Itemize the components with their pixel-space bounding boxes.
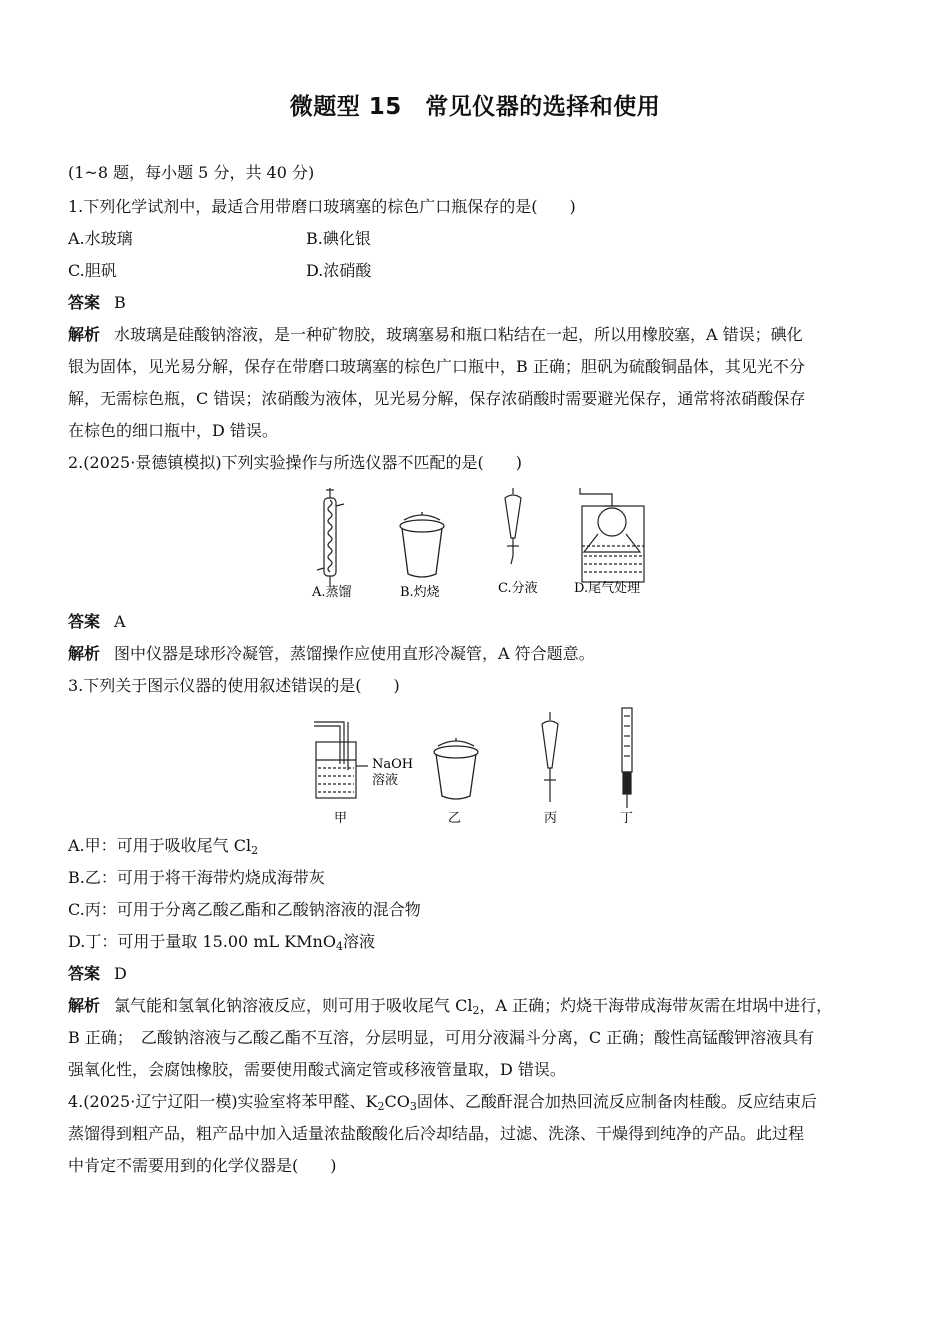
q1-analysis-text-1: 水玻璃是硅酸钠溶液，是一种矿物胶，玻璃塞易和瓶口粘结在一起，所以用橡胶塞，A 错误；碘化	[114, 325, 803, 344]
q3-option-a	[68, 836, 888, 856]
q1-analysis-line-2: 银为固体，见光易分解，保存在带磨口玻璃塞的棕色广口瓶中，B 正确；胆矾为硫酸铜晶体，其见光不分	[68, 357, 805, 376]
q2-answer	[68, 612, 888, 632]
q4-stem-text-1: 4.(2025·辽宁辽阳一模)实验室将苯甲醛、K	[68, 1092, 378, 1111]
q3-option-a-text: A.甲：可用于吸收尾气 Cl	[68, 836, 252, 855]
q2-fig-label-c: C.分液	[498, 581, 538, 596]
q3-option-d-sub: 4	[335, 940, 343, 953]
q2-analysis-text-1: 图中仪器是球形冷凝管，蒸馏操作应使用直形冷凝管，A 符合题意。	[114, 644, 595, 663]
q3-option-d-text: D.丁：可用于量取 15.00 mL KMnO	[68, 932, 336, 951]
q3-analysis-line-1	[68, 996, 888, 1016]
separatory-funnel-icon	[505, 488, 521, 564]
q1-analysis-line-4: 在棕色的细口瓶中，D 错误。	[68, 421, 278, 440]
q1-option-c: C.胆矾	[68, 261, 117, 280]
q2-answer-value: A	[114, 612, 126, 631]
q1-analysis-line-3: 解，无需棕色瓶，C 错误；浓硝酸为液体，见光易分解，保存浓硝酸时需要避光保存，通常将浓硝酸保存	[68, 389, 806, 408]
q1-analysis-line-1	[68, 325, 888, 345]
q2-fig-label-a: A.蒸馏	[312, 585, 352, 600]
q3-figure	[300, 704, 660, 828]
q3-analysis-text-1: 氯气能和氢氧化钠溶液反应，则可用于吸收尾气 Cl	[114, 996, 473, 1015]
q3-option-a-sub: 2	[251, 844, 259, 857]
answer-label: 答案	[68, 964, 101, 983]
q1-options-row1	[68, 229, 888, 249]
q3-analysis-text-1-tail: ，A 正确；灼烧干海带成海带灰需在坩埚中进行，	[479, 996, 833, 1015]
q3-fig-label-bing: 丙	[544, 811, 558, 826]
q3-analysis-line-3: 强氧化性，会腐蚀橡胶，需要使用酸式滴定管或移液管量取，D 错误。	[68, 1060, 566, 1079]
page-title: 微题型 15 常见仪器的选择和使用	[289, 94, 661, 120]
q4-stem-text-3: 固体、乙酸酐混合加热回流反应制备肉桂酸。反应结束后	[416, 1092, 817, 1111]
q1-option-a: A.水玻璃	[68, 229, 133, 248]
q2-figure-svg	[300, 484, 660, 602]
q3-fig-label-yi: 乙	[448, 811, 462, 826]
q4-stem-line-3: 中肯定不需要用到的化学仪器是( )	[68, 1156, 337, 1175]
separatory-funnel-icon	[542, 712, 558, 802]
q3-answer	[68, 964, 888, 984]
burette-icon	[622, 708, 632, 808]
q3-analysis-line-2: B 正确； 乙酸钠溶液与乙酸乙酯不互溶，分层明显，可用分液漏斗分离，C 正确；酸性高锰酸钾溶液具有	[68, 1028, 815, 1047]
analysis-label: 解析	[68, 644, 101, 663]
q3-label-naoh: NaOH	[372, 757, 414, 772]
q3-option-b: B.乙：可用于将干海带灼烧成海带灰	[68, 868, 325, 887]
q4-stem-line-2: 蒸馏得到粗产品，粗产品中加入适量浓盐酸酸化后冷却结晶，过滤、洗涤、干燥得到纯净的产品。此过程	[68, 1124, 805, 1143]
gas-absorption-icon	[580, 488, 644, 582]
q3-stem: 3.下列关于图示仪器的使用叙述错误的是( )	[68, 676, 400, 695]
q3-figure-svg	[300, 704, 660, 828]
q3-analysis-sub: 2	[472, 1004, 480, 1017]
answer-label: 答案	[68, 612, 101, 631]
q1-answer	[68, 293, 888, 313]
q2-figure	[300, 484, 660, 602]
analysis-label: 解析	[68, 996, 101, 1015]
q1-option-d: D.浓硝酸	[306, 261, 372, 280]
q3-fig-label-ding: 丁	[620, 811, 634, 826]
intro-text: (1~8 题，每小题 5 分，共 40 分)	[68, 163, 315, 182]
q2-analysis-line-1	[68, 644, 888, 664]
answer-label: 答案	[68, 293, 101, 312]
q3-option-c: C.丙：可用于分离乙酸乙酯和乙酸钠溶液的混合物	[68, 900, 421, 919]
q2-fig-label-d: D.尾气处理	[574, 581, 641, 596]
q1-options-row2	[68, 261, 888, 281]
q3-fig-label-jia: 甲	[334, 811, 348, 826]
q4-stem-line-1	[68, 1092, 888, 1112]
q4-stem-sub-2: 3	[409, 1100, 417, 1113]
q3-option-d-tail: 溶液	[342, 932, 375, 951]
q2-stem: 2.(2025·景德镇模拟)下列实验操作与所选仪器不匹配的是( )	[68, 453, 523, 472]
crucible-icon	[434, 738, 478, 799]
condenser-icon	[317, 488, 344, 586]
q1-option-b: B.碘化银	[306, 229, 371, 248]
q1-answer-value: B	[114, 293, 126, 312]
q3-answer-value: D	[114, 964, 127, 983]
analysis-label: 解析	[68, 325, 101, 344]
q4-stem-text-2: CO	[384, 1092, 410, 1111]
q3-label-solution: 溶液	[372, 773, 399, 788]
q3-option-d	[68, 932, 888, 952]
crucible-icon	[400, 512, 444, 577]
beaker-icon	[314, 722, 368, 798]
q4-stem-sub-1: 2	[377, 1100, 385, 1113]
q1-stem: 1.下列化学试剂中，最适合用带磨口玻璃塞的棕色广口瓶保存的是( )	[68, 197, 576, 216]
q2-fig-label-b: B.灼烧	[400, 585, 440, 600]
